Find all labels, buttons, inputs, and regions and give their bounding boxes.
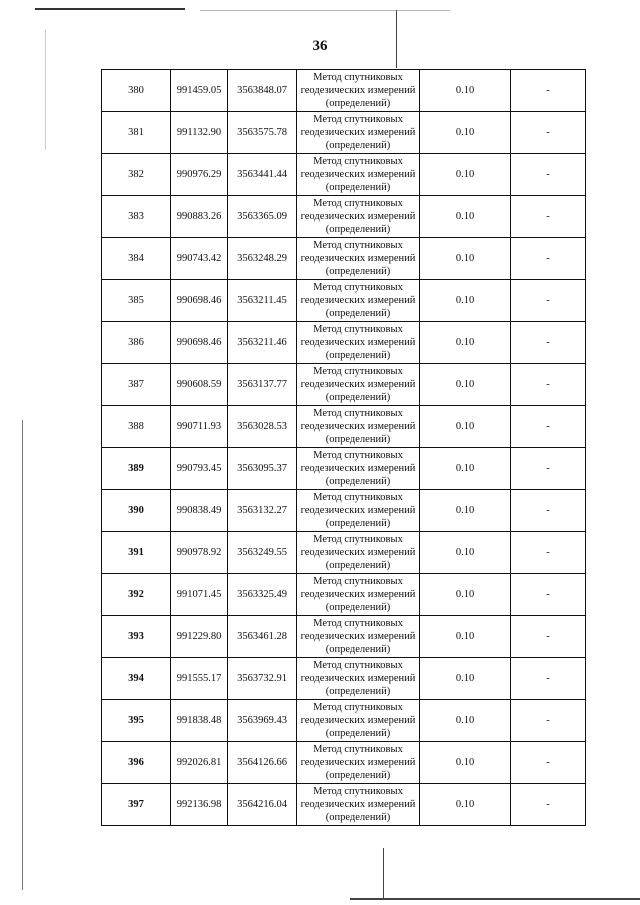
method-text-line: Метод спутниковых (313, 576, 403, 587)
method-cell (297, 196, 420, 238)
table-row (102, 364, 586, 406)
x-coordinate-cell: 991555.17 (171, 658, 228, 700)
y-coordinate-cell: 3563132.27 (228, 490, 297, 532)
method-cell (297, 448, 420, 490)
note-cell: - (511, 154, 586, 196)
method-cell (297, 490, 420, 532)
method-text-line: геодезических измерений (300, 337, 416, 348)
scan-artifact-left-vertical (22, 420, 23, 890)
method-cell (297, 574, 420, 616)
method-cell (297, 364, 420, 406)
method-text-line: геодезических измерений (300, 253, 416, 264)
x-coordinate-cell: 990978.92 (171, 532, 228, 574)
scan-artifact-bottom-line (350, 898, 640, 900)
x-coordinate-cell: 990698.46 (171, 322, 228, 364)
table-row (102, 448, 586, 490)
method-text-line: Метод спутниковых (313, 492, 403, 503)
x-coordinate-cell: 990608.59 (171, 364, 228, 406)
y-coordinate-cell: 3563365.09 (228, 196, 297, 238)
precision-cell: 0.10 (420, 616, 511, 658)
note-cell: - (511, 406, 586, 448)
method-cell (297, 238, 420, 280)
method-cell (297, 784, 420, 826)
y-coordinate-cell: 3563848.07 (228, 70, 297, 112)
table-row (102, 322, 586, 364)
method-text-line: Метод спутниковых (313, 324, 403, 335)
y-coordinate-cell: 3563732.91 (228, 658, 297, 700)
method-text-line: геодезических измерений (300, 799, 416, 810)
table-row (102, 700, 586, 742)
point-number-cell: 382 (102, 154, 171, 196)
x-coordinate-cell: 992136.98 (171, 784, 228, 826)
point-number-cell: 387 (102, 364, 171, 406)
method-text-line: Метод спутниковых (313, 744, 403, 755)
method-text-line: геодезических измерений (300, 379, 416, 390)
method-text-line: геодезических измерений (300, 211, 416, 222)
method-text-line: (определений) (325, 392, 391, 403)
table-row (102, 196, 586, 238)
method-text-line: геодезических измерений (300, 505, 416, 516)
method-text-line: (определений) (325, 350, 391, 361)
note-cell: - (511, 70, 586, 112)
point-number-cell: 389 (102, 448, 171, 490)
table-row (102, 112, 586, 154)
method-text-line: (определений) (325, 686, 391, 697)
method-text-line: геодезических измерений (300, 85, 416, 96)
method-text-line: Метод спутниковых (313, 618, 403, 629)
method-text-line: геодезических измерений (300, 127, 416, 138)
y-coordinate-cell: 3564126.66 (228, 742, 297, 784)
method-cell (297, 154, 420, 196)
point-number-cell: 381 (102, 112, 171, 154)
point-number-cell: 397 (102, 784, 171, 826)
method-text-line: (определений) (325, 728, 391, 739)
method-text-line: (определений) (325, 98, 391, 109)
table-row (102, 532, 586, 574)
y-coordinate-cell: 3563575.78 (228, 112, 297, 154)
y-coordinate-cell: 3563969.43 (228, 700, 297, 742)
method-text-line: Метод спутниковых (313, 534, 403, 545)
method-text-line: Метод спутниковых (313, 786, 403, 797)
point-number-cell: 383 (102, 196, 171, 238)
method-text-line: (определений) (325, 560, 391, 571)
note-cell: - (511, 196, 586, 238)
method-text-line: геодезических измерений (300, 547, 416, 558)
y-coordinate-cell: 3563211.46 (228, 322, 297, 364)
table-row (102, 280, 586, 322)
y-coordinate-cell: 3563248.29 (228, 238, 297, 280)
y-coordinate-cell: 3564216.04 (228, 784, 297, 826)
precision-cell: 0.10 (420, 154, 511, 196)
precision-cell: 0.10 (420, 700, 511, 742)
method-text-line: Метод спутниковых (313, 198, 403, 209)
precision-cell: 0.10 (420, 364, 511, 406)
method-text-line: (определений) (325, 770, 391, 781)
scan-artifact-top-line (35, 8, 185, 10)
method-text-line: (определений) (325, 224, 391, 235)
method-text-line: (определений) (325, 476, 391, 487)
method-text-line: (определений) (325, 602, 391, 613)
method-text-line: Метод спутниковых (313, 660, 403, 671)
precision-cell: 0.10 (420, 70, 511, 112)
method-text-line: (определений) (325, 266, 391, 277)
method-text-line: (определений) (325, 308, 391, 319)
y-coordinate-cell: 3563249.55 (228, 532, 297, 574)
note-cell: - (511, 238, 586, 280)
method-text-line: Метод спутниковых (313, 282, 403, 293)
point-number-cell: 391 (102, 532, 171, 574)
point-number-cell: 393 (102, 616, 171, 658)
method-text-line: Метод спутниковых (313, 240, 403, 251)
precision-cell: 0.10 (420, 406, 511, 448)
method-text-line: Метод спутниковых (313, 114, 403, 125)
x-coordinate-cell: 991838.48 (171, 700, 228, 742)
method-text-line: (определений) (325, 644, 391, 655)
point-number-cell: 396 (102, 742, 171, 784)
x-coordinate-cell: 991071.45 (171, 574, 228, 616)
x-coordinate-cell: 992026.81 (171, 742, 228, 784)
method-cell (297, 700, 420, 742)
note-cell: - (511, 742, 586, 784)
note-cell: - (511, 112, 586, 154)
x-coordinate-cell: 990793.45 (171, 448, 228, 490)
table-row (102, 406, 586, 448)
point-number-cell: 388 (102, 406, 171, 448)
table-row (102, 70, 586, 112)
precision-cell: 0.10 (420, 658, 511, 700)
method-text-line: (определений) (325, 518, 391, 529)
note-cell: - (511, 490, 586, 532)
point-number-cell: 390 (102, 490, 171, 532)
method-text-line: (определений) (325, 140, 391, 151)
note-cell: - (511, 658, 586, 700)
method-cell (297, 742, 420, 784)
method-cell (297, 532, 420, 574)
method-text-line: Метод спутниковых (313, 72, 403, 83)
method-cell (297, 70, 420, 112)
table-row (102, 238, 586, 280)
table-row (102, 154, 586, 196)
point-number-cell: 386 (102, 322, 171, 364)
table-row (102, 784, 586, 826)
x-coordinate-cell: 990698.46 (171, 280, 228, 322)
method-cell (297, 322, 420, 364)
note-cell: - (511, 700, 586, 742)
y-coordinate-cell: 3563211.45 (228, 280, 297, 322)
point-number-cell: 392 (102, 574, 171, 616)
precision-cell: 0.10 (420, 280, 511, 322)
method-text-line: геодезических измерений (300, 715, 416, 726)
note-cell: - (511, 532, 586, 574)
y-coordinate-cell: 3563325.49 (228, 574, 297, 616)
method-text-line: геодезических измерений (300, 589, 416, 600)
point-number-cell: 395 (102, 700, 171, 742)
method-text-line: Метод спутниковых (313, 366, 403, 377)
precision-cell: 0.10 (420, 784, 511, 826)
note-cell: - (511, 574, 586, 616)
method-text-line: геодезических измерений (300, 673, 416, 684)
note-cell: - (511, 364, 586, 406)
method-text-line: геодезических измерений (300, 757, 416, 768)
y-coordinate-cell: 3563461.28 (228, 616, 297, 658)
table-row (102, 658, 586, 700)
y-coordinate-cell: 3563137.77 (228, 364, 297, 406)
method-cell (297, 112, 420, 154)
method-cell (297, 406, 420, 448)
method-text-line: геодезических измерений (300, 631, 416, 642)
precision-cell: 0.10 (420, 112, 511, 154)
method-text-line: (определений) (325, 812, 391, 823)
precision-cell: 0.10 (420, 574, 511, 616)
precision-cell: 0.10 (420, 322, 511, 364)
note-cell: - (511, 616, 586, 658)
method-cell (297, 616, 420, 658)
table-row (102, 742, 586, 784)
point-number-cell: 385 (102, 280, 171, 322)
scan-artifact-top-line-faint (200, 10, 450, 11)
note-cell: - (511, 448, 586, 490)
method-text-line: геодезических измерений (300, 295, 416, 306)
x-coordinate-cell: 990976.29 (171, 154, 228, 196)
method-cell (297, 280, 420, 322)
precision-cell: 0.10 (420, 196, 511, 238)
x-coordinate-cell: 991229.80 (171, 616, 228, 658)
scan-artifact-bottom-vertical (383, 848, 384, 898)
method-text-line: Метод спутниковых (313, 450, 403, 461)
x-coordinate-cell: 991132.90 (171, 112, 228, 154)
point-number-cell: 384 (102, 238, 171, 280)
precision-cell: 0.10 (420, 742, 511, 784)
note-cell: - (511, 280, 586, 322)
table-row (102, 490, 586, 532)
note-cell: - (511, 322, 586, 364)
method-text-line: Метод спутниковых (313, 702, 403, 713)
x-coordinate-cell: 991459.05 (171, 70, 228, 112)
point-number-cell: 380 (102, 70, 171, 112)
point-number-cell: 394 (102, 658, 171, 700)
method-text-line: (определений) (325, 434, 391, 445)
method-cell (297, 658, 420, 700)
precision-cell: 0.10 (420, 490, 511, 532)
y-coordinate-cell: 3563441.44 (228, 154, 297, 196)
coordinates-table-body (102, 70, 586, 826)
x-coordinate-cell: 990883.26 (171, 196, 228, 238)
table-row (102, 574, 586, 616)
method-text-line: Метод спутниковых (313, 408, 403, 419)
method-text-line: геодезических измерений (300, 463, 416, 474)
x-coordinate-cell: 990743.42 (171, 238, 228, 280)
coordinates-table (101, 69, 586, 826)
y-coordinate-cell: 3563028.53 (228, 406, 297, 448)
precision-cell: 0.10 (420, 238, 511, 280)
method-text-line: (определений) (325, 182, 391, 193)
method-text-line: геодезических измерений (300, 421, 416, 432)
precision-cell: 0.10 (420, 448, 511, 490)
table-row (102, 616, 586, 658)
page-number: 36 (312, 38, 328, 54)
note-cell: - (511, 784, 586, 826)
x-coordinate-cell: 990838.49 (171, 490, 228, 532)
y-coordinate-cell: 3563095.37 (228, 448, 297, 490)
x-coordinate-cell: 990711.93 (171, 406, 228, 448)
precision-cell: 0.10 (420, 532, 511, 574)
method-text-line: геодезических измерений (300, 169, 416, 180)
method-text-line: Метод спутниковых (313, 156, 403, 167)
